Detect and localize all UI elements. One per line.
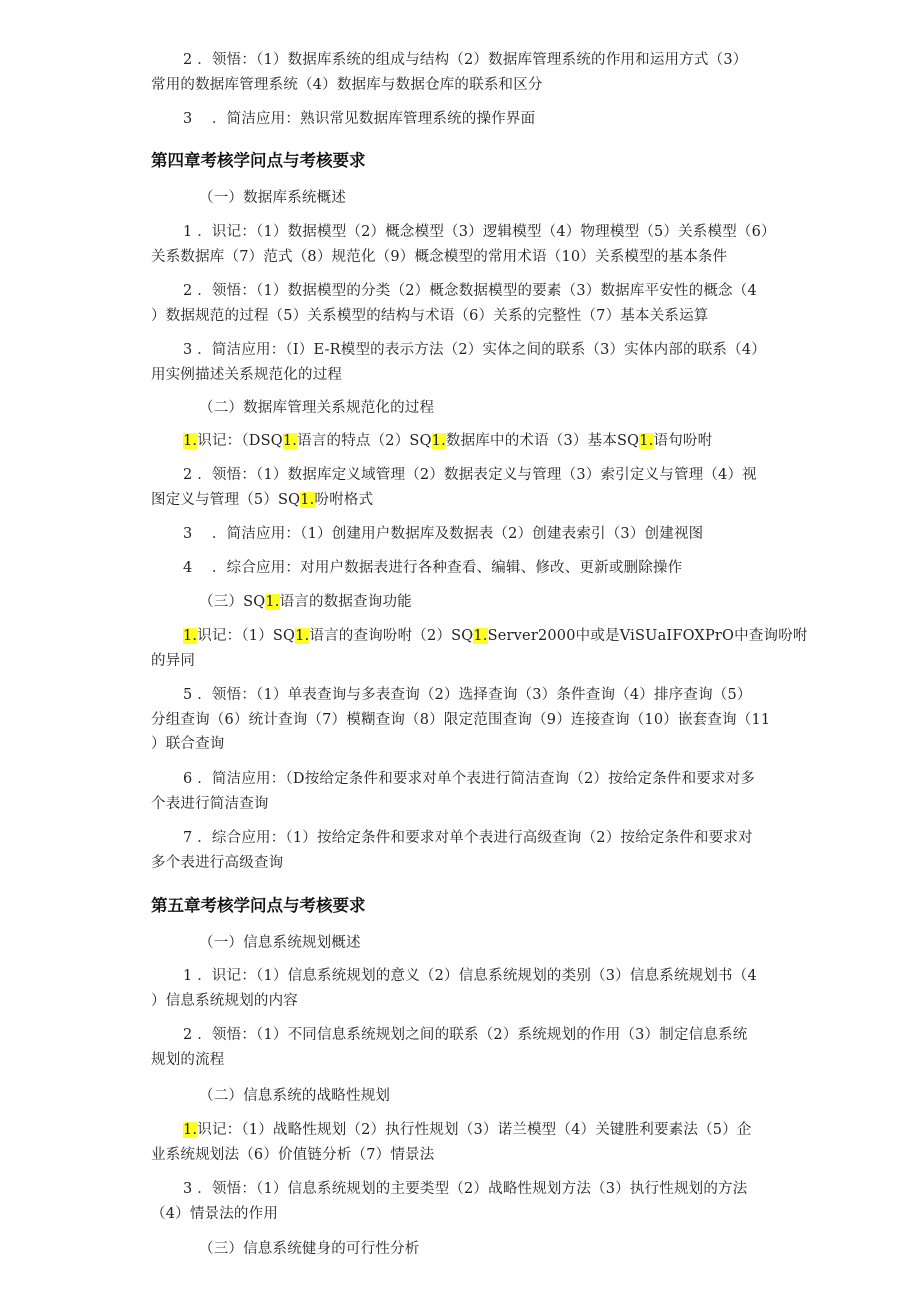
text-line: 1 ．识记：（1）信息系统规划的意义（2）信息系统规划的类别（3）信息系统规划书（4 [183,968,757,984]
text-line: 规划的流程 [151,1052,225,1068]
section-heading: （一）数据库系统概述 [199,190,346,206]
text-segment: 语言的查询吩咐（2）SQ [309,628,474,644]
text-line [183,432,712,450]
text-line: 多个表进行高级查询 [151,855,284,871]
text-segment: 语言的数据查询功能 [279,594,412,610]
section-heading [199,593,412,611]
text-line [151,491,373,509]
text-line: （4）情景法的作用 [151,1206,279,1222]
text-line: 2 ．领悟：（1）数据模型的分类（2）概念数据模型的要素（3）数据库平安性的概念（4 [183,283,757,299]
text-line: 分组查询（6）统计查询（7）模糊查询（8）限定范围查询（9）连接查询（10）嵌套查询（11 [151,712,771,728]
text-line: ）联合查询 [151,736,225,752]
text-line [183,627,808,645]
text-line: 用实例描述关系规范化的过程 [151,367,343,383]
highlight-mark: 1. [639,433,654,449]
highlight-mark: 1. [183,628,198,644]
text-line: 7 ．综合应用：（1）按给定条件和要求对单个表进行高级查询（2）按给定条件和要求对 [183,830,753,846]
text-line: 2 ．领悟：（1）数据库系统的组成与结构（2）数据库管理系统的作用和运用方式（3） [183,52,748,68]
text-segment: Server2000中或是ViSUaIFOXPrO中查询吩咐 [487,628,808,644]
highlight-mark: 1. [265,594,280,610]
text-line: 5 ．领悟：（1）单表查询与多表查询（2）选择查询（3）条件查询（4）排序查询（5） [183,687,752,703]
section-heading: （三）信息系统健身的可行性分析 [199,1241,420,1257]
highlight-mark: 1. [183,433,198,449]
section-heading: （二）数据库管理关系规范化的过程 [199,400,435,416]
text-line: 业系统规划法（6）价值链分析（7）情景法 [151,1147,435,1163]
text-line: 2 ．领悟：（1）数据库定义域管理（2）数据表定义与管理（3）索引定义与管理（4）视 [183,467,757,483]
text-segment: 识记：（1）SQ [197,628,296,644]
text-line: 2 ．领悟：（1）不同信息系统规划之间的联系（2）系统规划的作用（3）制定信息系统 [183,1027,748,1043]
text-line: 3 ．领悟：（1）信息系统规划的主要类型（2）战略性规划方法（3）执行性规划的方法 [183,1181,748,1197]
text-line: 3 ．简洁应用：（I）E-R模型的表示方法（2）实体之间的联系（3）实体内部的联系（4） [183,342,766,358]
highlight-mark: 1. [282,433,298,449]
text-line: ）信息系统规划的内容 [151,993,298,1009]
text-line: 1 ．识记：（1）数据模型（2）概念模型（3）逻辑模型（4）物理模型（5）关系模型（6） [183,224,776,240]
text-line: 的异同 [151,653,196,669]
text-segment: 语言的特点（2）SQ [297,433,432,449]
text-line: 3 ．简洁应用：熟识常见数据库管理系统的操作界面 [183,111,536,127]
text-segment: 识记：（DSQ [197,433,283,449]
text-line: 常用的数据库管理系统（4）数据库与数据仓库的联系和区分 [151,77,543,93]
text-line [183,1121,752,1139]
highlight-mark: 1. [431,433,446,449]
text-segment: 识记：（1）战略性规划（2）执行性规划（3）诺兰模型（4）关键胜利要素法（5）企 [197,1122,752,1138]
text-line: 关系数据库（7）范式（8）规范化（9）概念模型的常用术语（10）关系模型的基本条件 [151,249,728,265]
text-segment: （三）SQ [199,594,266,610]
text-line: 6 ．简洁应用：（D按给定条件和要求对单个表进行简洁查询（2）按给定条件和要求对多 [183,771,756,787]
highlight-mark: 1. [300,492,315,508]
highlight-mark: 1. [295,628,310,644]
text-line: ）数据规范的过程（5）关系模型的结构与术语（6）关系的完整性（7）基本关系运算 [151,308,709,324]
highlight-mark: 1. [473,628,488,644]
text-segment: 图定义与管理（5）SQ [151,492,301,508]
text-line: 4 ．综合应用：对用户数据表进行各种查看、编辑、修改、更新或删除操作 [183,560,683,576]
chapter-5-heading: 第五章考核学问点与考核要求 [151,896,366,915]
text-line: 个表进行简洁查询 [151,796,269,812]
highlight-mark: 1. [183,1122,198,1138]
section-heading: （一）信息系统规划概述 [199,935,361,951]
section-heading: （二）信息系统的战略性规划 [199,1088,391,1104]
text-segment: 数据库中的术语（3）基本SQ [445,433,640,449]
text-line: 3 ．简洁应用：（1）创建用户数据库及数据表（2）创建表索引（3）创建视图 [183,526,704,542]
text-segment: 语句吩咐 [653,433,713,449]
chapter-4-heading: 第四章考核学问点与考核要求 [151,151,366,170]
text-segment: 吩咐格式 [314,492,374,508]
